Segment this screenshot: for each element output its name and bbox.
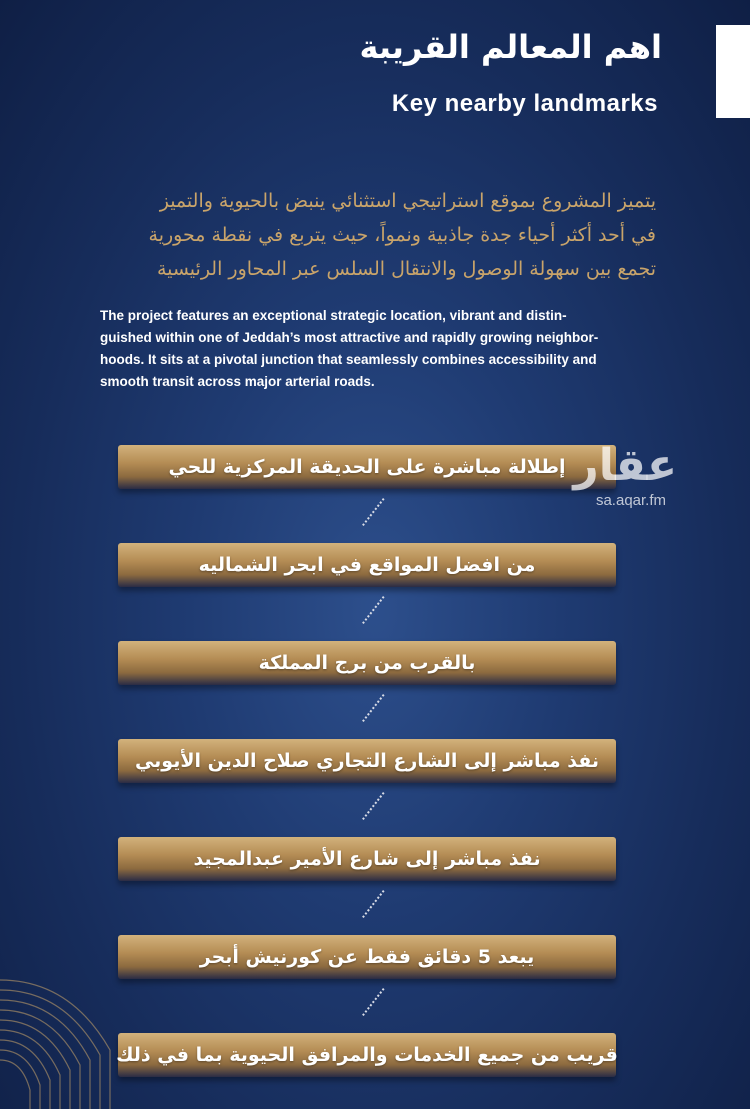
description-arabic bbox=[96, 184, 656, 286]
description-english bbox=[100, 305, 660, 393]
description-arabic-line: في أحد أكثر أحياء جدة جاذبية ونمواً، حيث يتربع في نقطة محورية bbox=[148, 224, 656, 246]
watermark-url: sa.aqar.fm bbox=[595, 492, 667, 509]
landmark-label: قريب من جميع الخدمات والمرافق الحيوية بما في ذلك bbox=[116, 1044, 618, 1066]
landmark-item bbox=[118, 739, 616, 783]
watermark-arabic: عقار bbox=[573, 440, 677, 491]
dotted-connector bbox=[362, 596, 385, 624]
landmark-item bbox=[118, 641, 616, 685]
landmark-label: يبعد 5 دقائق فقط عن كورنيش أبحر bbox=[199, 946, 535, 968]
dotted-connector bbox=[362, 694, 385, 722]
description-english-line: smooth transit across major arterial roads. bbox=[100, 374, 375, 389]
aqar-watermark bbox=[573, 440, 677, 510]
description-arabic-line: يتميز المشروع بموقع استراتيجي استثنائي ينبض بالحيوية والتميز bbox=[159, 190, 656, 212]
landmark-label: من افضل المواقع في ابحر الشماليه bbox=[198, 554, 536, 576]
landmark-item bbox=[118, 1033, 616, 1077]
description-english-line: hoods. It sits at a pivotal junction that seamlessly combines accessibility and bbox=[100, 352, 597, 367]
description-english-line: The project features an exceptional strategic location, vibrant and distin- bbox=[100, 308, 567, 323]
landmark-label: إطلالة مباشرة على الحديقة المركزية للحي bbox=[168, 456, 566, 478]
landmark-item bbox=[118, 935, 616, 979]
landmark-label: نفذ مباشر إلى شارع الأمير عبدالمجيد bbox=[193, 848, 541, 870]
landmark-item bbox=[118, 445, 616, 489]
landmark-label: بالقرب من برج المملكة bbox=[258, 652, 476, 674]
decorative-arcs bbox=[0, 960, 130, 1109]
dotted-connector bbox=[362, 792, 385, 820]
page-title-arabic: اهم المعالم القريبة bbox=[359, 28, 662, 66]
description-arabic-line: تجمع بين سهولة الوصول والانتقال السلس عبر المحاور الرئيسية bbox=[156, 258, 656, 280]
dotted-connector bbox=[362, 988, 385, 1016]
landmark-label: نفذ مباشر إلى الشارع التجاري صلاح الدين الأيوبي bbox=[134, 750, 600, 772]
dotted-connector bbox=[362, 498, 385, 526]
description-english-line: guished within one of Jeddah’s most attractive and rapidly growing neighbor- bbox=[100, 330, 599, 345]
dotted-connector bbox=[362, 890, 385, 918]
white-edge-tab bbox=[716, 25, 750, 118]
page-title-english: Key nearby landmarks bbox=[391, 90, 658, 117]
landmark-item bbox=[118, 543, 616, 587]
landmark-item bbox=[118, 837, 616, 881]
